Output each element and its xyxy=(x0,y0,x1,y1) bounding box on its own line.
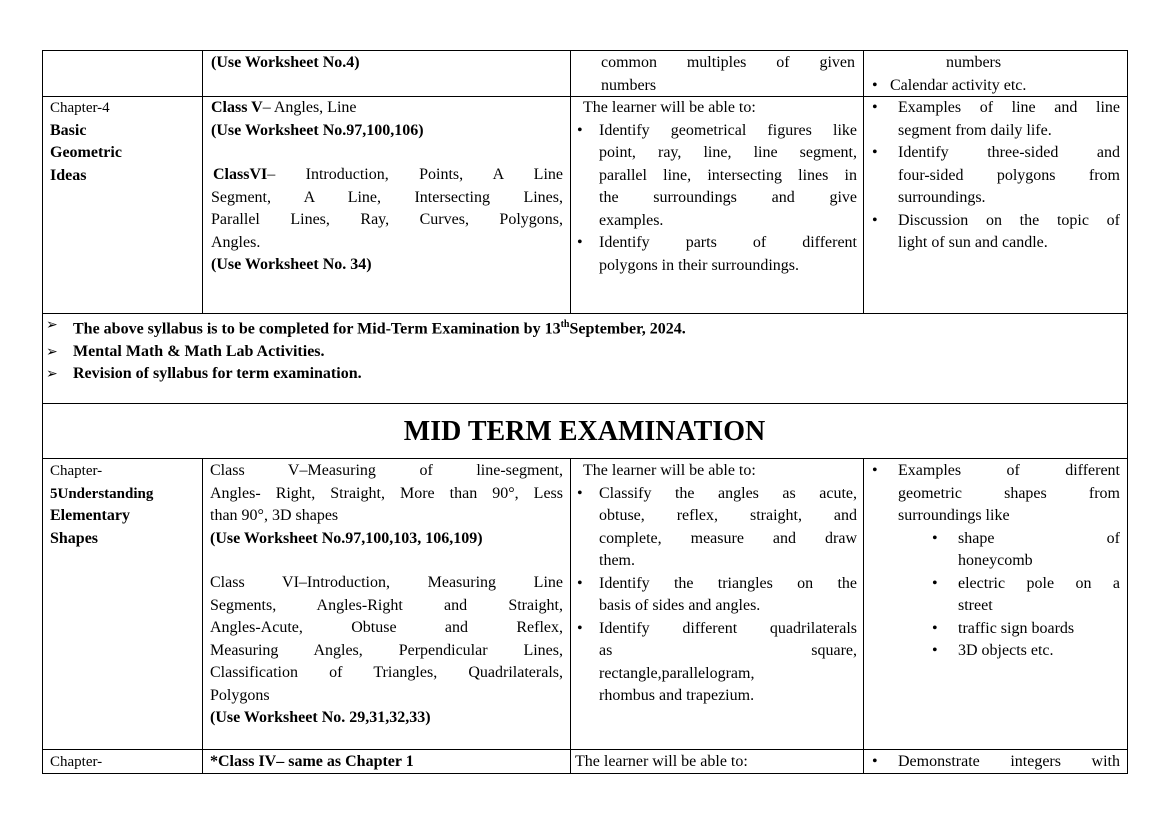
outcome-line: polygons in their surroundings. xyxy=(599,256,799,274)
sub-line: • traffic sign boards xyxy=(958,619,1075,637)
activity-list xyxy=(872,460,1120,663)
row-divider xyxy=(42,749,1128,750)
activity-line: numbers xyxy=(946,54,1002,71)
outcome-item xyxy=(577,618,857,708)
class5-line: than 90°, 3D shapes xyxy=(210,507,339,524)
row1-outcome xyxy=(601,52,855,97)
sub-line: • 3D objects etc. xyxy=(958,642,1054,659)
class6-line: Class VI–Introduction, Measuring Line xyxy=(210,574,563,591)
row2-outcomes xyxy=(579,97,857,277)
sub-line: • shape of xyxy=(958,529,1120,547)
row2-content xyxy=(211,97,563,277)
outcome-line: parallel line, intersecting lines in xyxy=(599,166,857,184)
notes-section xyxy=(46,314,1116,386)
sub-line: honeycomb xyxy=(958,552,1033,569)
chapter-title-line: Basic xyxy=(50,121,87,139)
worksheet-ref: (Use Worksheet No. 34) xyxy=(211,256,372,273)
row1-worksheet xyxy=(211,52,563,75)
activity-item xyxy=(872,460,1120,663)
class6-line: Angles. xyxy=(211,233,261,251)
row2-activities xyxy=(872,97,1120,255)
outcome-intro: The learner will be able to: xyxy=(583,99,756,116)
table-right-border xyxy=(1127,50,1128,774)
outcome-line: as square, xyxy=(599,642,857,659)
activity-line: surroundings like xyxy=(898,507,1010,524)
outcome-line: complete, measure and draw xyxy=(599,529,857,547)
chapter-number: Chapter-4 xyxy=(50,100,110,116)
column-divider xyxy=(202,458,203,773)
class5-line xyxy=(211,97,563,120)
note-item xyxy=(46,314,1116,341)
note-superscript: th xyxy=(560,319,570,330)
column-divider xyxy=(570,50,571,313)
notes-list xyxy=(46,314,1116,386)
chapter-number: Chapter- xyxy=(50,754,103,770)
row4-content xyxy=(210,751,563,774)
outcome-line: common multiples of given xyxy=(601,54,855,71)
column-divider xyxy=(863,50,864,313)
row2-chapter xyxy=(50,97,198,187)
class-label: Class V xyxy=(211,99,263,116)
class6-line: Angles-Acute, Obtuse and Reflex, xyxy=(210,619,563,636)
class-topics: – Angles, Line xyxy=(262,99,357,116)
outcome-item xyxy=(577,232,857,277)
sub-line: street xyxy=(958,597,993,614)
column-divider xyxy=(863,458,864,773)
activity-text: Calendar activity etc. xyxy=(890,76,1027,94)
class6-line: Segments, Angles-Right and Straight, xyxy=(210,596,563,614)
row4-activities xyxy=(872,751,1120,774)
outcome-line: • Identify parts of different xyxy=(599,234,857,251)
outcome-item xyxy=(577,573,857,618)
row3-content xyxy=(210,460,563,730)
chapter-title-line: 5Understanding xyxy=(50,485,154,502)
outcome-line: • Identify the triangles on the xyxy=(599,574,857,592)
sub-list xyxy=(932,528,1120,663)
column-divider xyxy=(570,458,571,773)
outcome-line: • Classify the angles as acute, xyxy=(599,484,857,502)
activity-line: light of sun and candle. xyxy=(898,234,1048,251)
chapter-title-line: Elementary xyxy=(50,507,130,524)
row1-activity xyxy=(876,52,1120,97)
sub-item xyxy=(932,573,1120,618)
note-item xyxy=(46,341,1116,364)
outcome-line: • Identify geometrical figures like xyxy=(599,121,857,139)
sub-item xyxy=(932,528,1120,573)
note-item xyxy=(46,363,1116,386)
column-divider xyxy=(202,50,203,313)
outcome-line: them. xyxy=(599,552,635,569)
row3-outcomes xyxy=(579,460,857,708)
outcome-line: point, ray, line, line segment, xyxy=(599,144,857,161)
activity-line: • Examples of line and line xyxy=(898,99,1120,116)
row4-chapter xyxy=(50,751,198,774)
row3-activities xyxy=(872,460,1120,663)
worksheet-text: (Use Worksheet No.4) xyxy=(211,54,360,71)
class6-line: Measuring Angles, Perpendicular Lines, xyxy=(210,641,563,659)
outcome-line: basis of sides and angles. xyxy=(599,597,761,614)
class6-line: Classification of Triangles, Quadrilaterals, xyxy=(210,664,563,681)
note-text: The above syllabus is to be completed for Mid-Term Examination by 13 xyxy=(73,320,561,338)
worksheet-ref: (Use Worksheet No. 29,31,32,33) xyxy=(210,709,431,726)
chapter-number: Chapter- xyxy=(50,463,103,479)
worksheet-ref: (Use Worksheet No.97,100,103, 106,109) xyxy=(210,529,483,547)
chapter-title-line: Geometric xyxy=(50,144,122,161)
outcome-list xyxy=(577,120,857,278)
activity-item xyxy=(872,751,1120,774)
activity-list xyxy=(872,751,1120,774)
note-text: September, 2024. xyxy=(569,320,686,338)
activity-line: segment from daily life. xyxy=(898,121,1052,139)
outcome-line: the surroundings and give xyxy=(599,189,857,206)
table-top-border xyxy=(42,50,1128,51)
sub-item xyxy=(932,618,1120,641)
activity-list xyxy=(872,97,1120,255)
activity-line: • Examples of different xyxy=(898,462,1120,479)
class6-line: Polygons xyxy=(210,686,270,704)
activity-item xyxy=(872,75,1120,98)
class-topics: Class V–Measuring of line-segment, xyxy=(210,462,563,479)
note-text: Mental Math & Math Lab Activities. xyxy=(73,342,325,360)
outcome-line: • Identify different quadrilaterals xyxy=(599,619,857,637)
note-text: Revision of syllabus for term examination. xyxy=(73,365,362,383)
sub-item xyxy=(932,640,1120,663)
class6-line: Segment, A Line, Intersecting Lines, xyxy=(211,188,563,206)
activity-line: geometric shapes from xyxy=(898,484,1120,502)
activity-line: • Demonstrate integers with xyxy=(898,753,1120,770)
activity-line: • Identify three-sided and xyxy=(898,144,1120,161)
class-line: *Class IV– same as Chapter 1 xyxy=(210,753,414,770)
activity-item xyxy=(872,210,1120,255)
activity-line: four-sided polygons from xyxy=(898,166,1120,184)
activity-line: surroundings. xyxy=(898,189,986,206)
outcome-intro: The learner will be able to: xyxy=(583,462,756,479)
class5-line xyxy=(210,460,563,483)
activity-item xyxy=(872,97,1120,142)
mid-term-heading: MID TERM EXAMINATION xyxy=(403,416,766,447)
outcome-intro: The learner will be able to: xyxy=(575,753,748,770)
class6-line: Parallel Lines, Ray, Curves, Polygons, xyxy=(211,211,563,228)
activity-list xyxy=(872,75,1120,98)
chapter-title-line: Shapes xyxy=(50,529,99,547)
class-label: ClassVI xyxy=(213,166,268,183)
outcome-line: rectangle,parallelogram, xyxy=(599,664,755,682)
outcome-item xyxy=(577,483,857,573)
activity-line: • Discussion on the topic of xyxy=(898,211,1120,229)
outcome-line: obtuse, reflex, straight, and xyxy=(599,507,857,524)
class5-line: Angles- Right, Straight, More than 90°, Less xyxy=(210,484,563,502)
chapter-title-line: Ideas xyxy=(50,166,87,184)
row3-chapter xyxy=(50,460,200,550)
outcome-item xyxy=(577,120,857,233)
outcome-line: numbers xyxy=(601,76,657,94)
sub-line: • electric pole on a xyxy=(958,574,1120,592)
outcome-list xyxy=(577,483,857,708)
class6-line xyxy=(211,164,563,187)
worksheet-ref: (Use Worksheet No.97,100,106) xyxy=(211,121,424,139)
row4-outcomes xyxy=(575,751,857,774)
outcome-line: rhombus and trapezium. xyxy=(599,687,755,704)
activity-item xyxy=(872,142,1120,210)
outcome-line: examples. xyxy=(599,211,664,229)
class-topics: – Introduction, Points, A Line xyxy=(267,166,563,183)
